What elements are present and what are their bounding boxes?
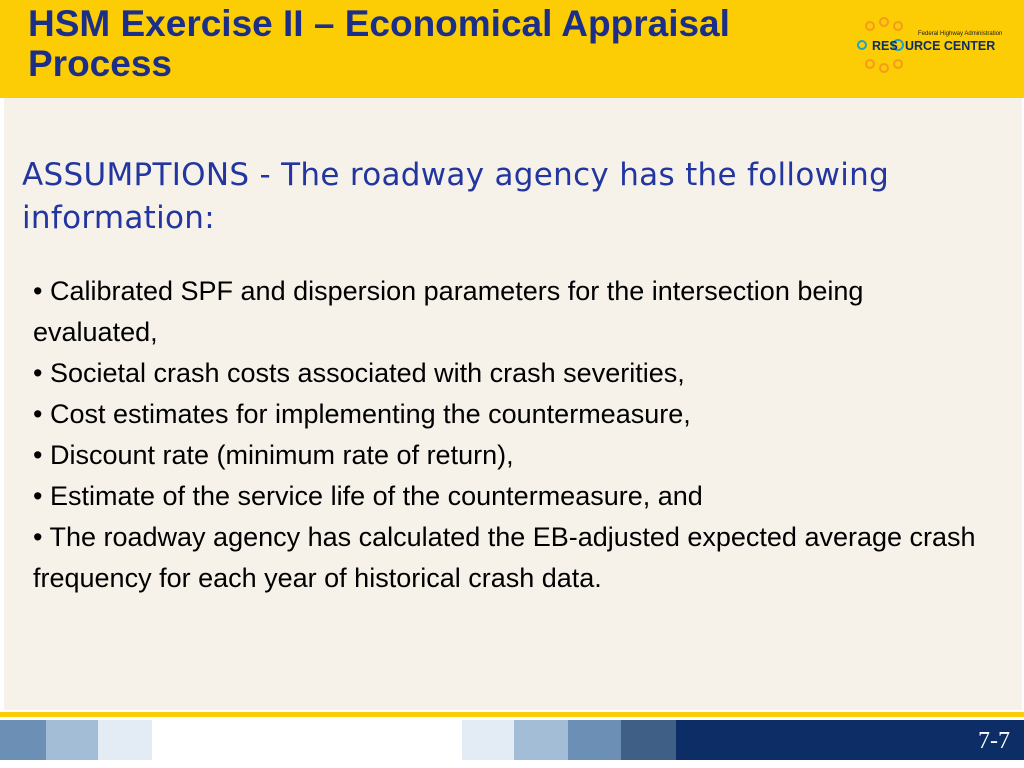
logo-dot [894,22,902,30]
footer-block [462,720,514,760]
slide-title: HSM Exercise II – Economical Appraisal Process [28,3,730,84]
logo-dot [866,60,874,68]
footer-block-navy [676,720,1024,760]
logo-name-part3: URCE CENTER [905,39,996,53]
list-item: • Calibrated SPF and dispersion parameters for the intersection being evaluated, [33,276,864,347]
slide-number: 7-7 [978,728,1010,754]
footer-block [621,720,676,760]
logo-dot [866,22,874,30]
footer-block [98,720,152,760]
resource-center-logo [856,16,1016,74]
footer-block [0,720,46,760]
list-item: • The roadway agency has calculated the EB-adjusted expected average crash frequency for each year of historical crash data. [33,522,976,593]
logo-name-part1: RES [872,39,898,53]
footer-block [568,720,621,760]
assumptions-heading: ASSUMPTIONS - The roadway agency has the following information: [22,157,890,236]
logo-dot [880,18,888,26]
assumptions-list [33,271,993,599]
list-item: • Cost estimates for implementing the countermeasure, [33,399,691,429]
list-item: • Estimate of the service life of the countermeasure, and [33,481,703,511]
logo-dot [880,64,888,72]
logo-agency-text: Federal Highway Administration [918,31,1003,37]
list-item: • Discount rate (minimum rate of return), [33,440,514,470]
logo-dot [894,60,902,68]
list-item: • Societal crash costs associated with crash severities, [33,358,685,388]
footer-block [46,720,98,760]
logo-dot [858,41,866,49]
footer-block [514,720,568,760]
